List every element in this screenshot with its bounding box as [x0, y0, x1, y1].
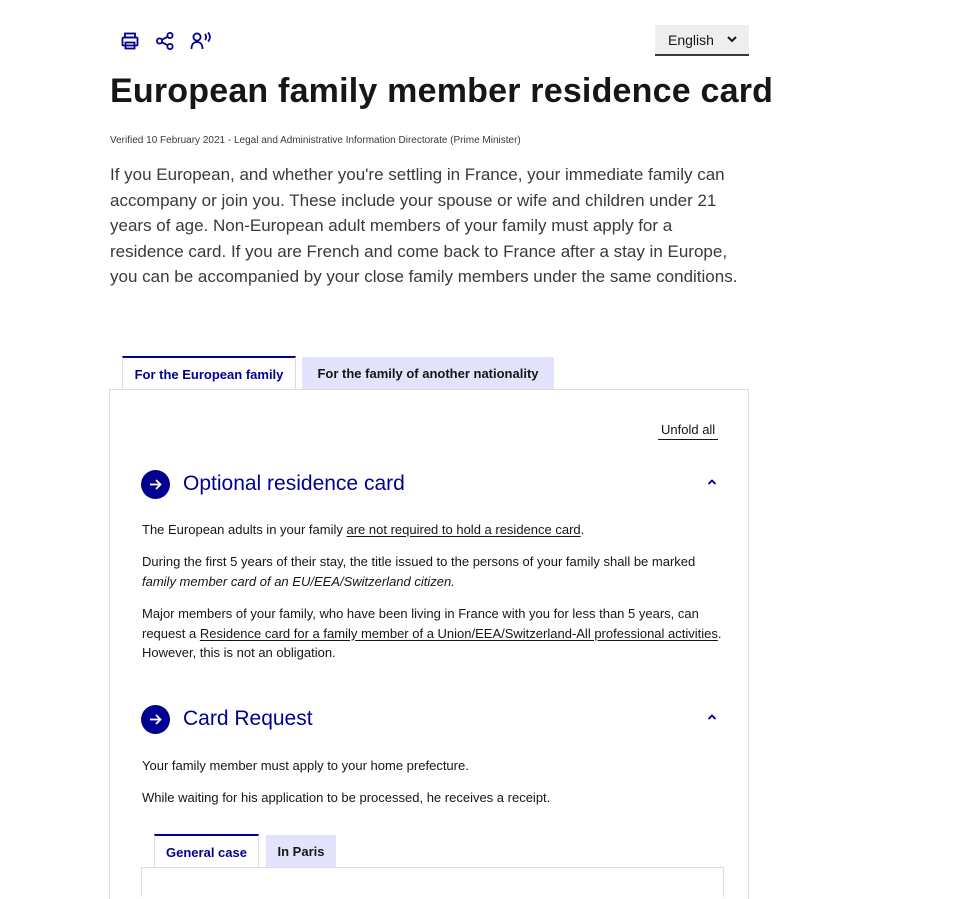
- page-title: European family member residence card: [110, 72, 774, 110]
- chevron-up-icon: [707, 478, 717, 486]
- accordion-title: Optional residence card: [183, 472, 405, 495]
- section1-paragraph-3: Major members of your family, who have been living in France with you for less than 5 years, can request a Residence card for a family member of a Union/EEA/Switzerland-All professional activities. However, this is not an obligation.: [142, 606, 722, 660]
- chevron-down-icon: [726, 33, 738, 45]
- arrow-right-icon: [141, 470, 170, 499]
- share-button[interactable]: [152, 28, 178, 54]
- section1-paragraph-1: The European adults in your family are not required to hold a residence card.: [142, 522, 585, 537]
- subtab-in-paris[interactable]: [266, 835, 336, 868]
- verified-date: Verified 10 February 2021 - Legal and Administrative Information Directorate (Prime Minister): [110, 135, 521, 146]
- section1-paragraph-2: During the first 5 years of their stay, the title issued to the persons of your family shall be marked family member card of an EU/EEA/Switzerland citizen.: [142, 554, 696, 589]
- subtab-panel: [141, 867, 724, 897]
- subtab-label: General case: [166, 844, 247, 860]
- tab-european-family[interactable]: [122, 356, 296, 390]
- subtab-general-case[interactable]: [154, 834, 259, 868]
- tab-label: For the European family: [134, 366, 284, 382]
- unfold-all-button[interactable]: Unfold all: [658, 422, 718, 440]
- section2-paragraph-2: While waiting for his application to be processed, he receives a receipt.: [142, 790, 551, 805]
- not-required-link[interactable]: are not required to hold a residence card: [346, 522, 581, 537]
- subtab-label: In Paris: [277, 844, 325, 859]
- chevron-up-icon: [707, 713, 717, 721]
- residence-card-link[interactable]: Residence card for a family member of a Union/EEA/Switzerland-All professional activities: [199, 625, 718, 641]
- listen-icon: [190, 31, 212, 51]
- tab-label: For the family of another nationality: [317, 366, 539, 381]
- share-icon: [155, 31, 175, 51]
- accordion-card-request[interactable]: [141, 703, 725, 735]
- intro-paragraph: If you European, and whether you're settling in France, your immediate family can accompany or join you. These include your spouse or wife and children under 21 years of age. Non-European adult members of your family must apply for a residence card. If you are French and come back to France after a stay in Europe, you can be accompanied by your close family members under the same conditions.: [110, 165, 738, 287]
- listen-button[interactable]: [188, 28, 214, 54]
- arrow-right-icon: [141, 705, 170, 734]
- printer-icon: [120, 31, 140, 51]
- accordion-title: Card Request: [183, 707, 313, 730]
- print-button[interactable]: [117, 28, 143, 54]
- language-select-value: English: [668, 31, 714, 48]
- tab-other-nationality[interactable]: [302, 357, 554, 390]
- language-select[interactable]: [655, 25, 749, 56]
- accordion-optional-residence-card[interactable]: [141, 468, 725, 500]
- section2-paragraph-1: Your family member must apply to your home prefecture.: [142, 758, 469, 773]
